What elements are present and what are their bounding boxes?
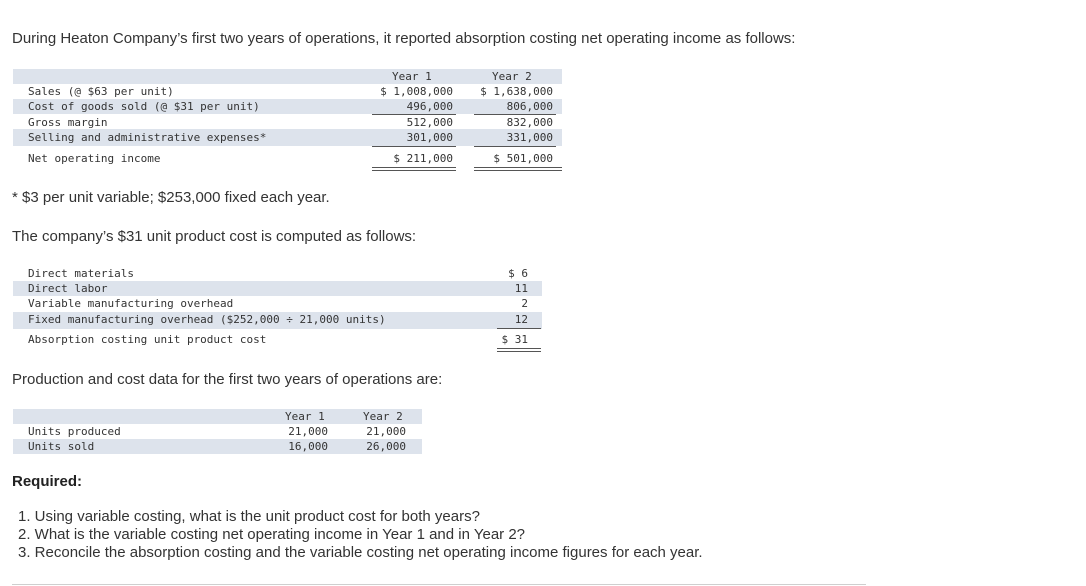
intro-text: During Heaton Company’s first two years of operations, it reported absorption costing net operating income as follows: (12, 30, 796, 47)
income-gm-year-1: 512,000 (406, 116, 453, 129)
income-subtotal-line (372, 146, 456, 147)
production-header-year-1: Year 1 (285, 410, 325, 423)
income-subtotal-line (474, 146, 556, 147)
income-sa-year-2: 331,000 (506, 131, 553, 144)
production-produced-year-2: 21,000 (366, 425, 406, 438)
income-label-selling-admin: Selling and administrative expenses* (28, 131, 267, 144)
income-noi-year-1: $ 211,000 (393, 152, 453, 165)
income-label-sales: Sales (@ $63 per unit) (28, 85, 174, 98)
bottom-divider (12, 584, 866, 585)
production-header-band (13, 409, 422, 424)
production-sold-year-2: 26,000 (366, 440, 406, 453)
cost-label-vmoh: Variable manufacturing overhead (28, 297, 234, 310)
production-produced-year-1: 21,000 (288, 425, 328, 438)
income-cogs-year-2: 806,000 (506, 100, 553, 113)
cost-value-vmoh: 2 (521, 297, 528, 310)
income-gm-year-2: 832,000 (506, 116, 553, 129)
income-cogs-year-1: 496,000 (406, 100, 453, 113)
footnote-text: * $3 per unit variable; $253,000 fixed each year. (12, 189, 330, 206)
cost-value-total: $ 31 (501, 333, 528, 346)
cost-subtotal-line (497, 328, 541, 329)
cost-label-dm: Direct materials (28, 267, 134, 280)
cost-total-double-line (497, 348, 541, 352)
income-label-noi: Net operating income (28, 152, 161, 165)
production-label-sold: Units sold (28, 440, 95, 453)
question-1: 1. Using variable costing, what is the unit product cost for both years? (18, 508, 480, 525)
income-sales-year-2: $ 1,638,000 (480, 85, 553, 98)
cost-value-dl: 11 (514, 282, 528, 295)
cost-value-fmoh: 12 (514, 313, 528, 326)
production-intro-text: Production and cost data for the first two years of operations are: (12, 371, 443, 388)
income-sales-year-1: $ 1,008,000 (380, 85, 453, 98)
income-label-gross-margin: Gross margin (28, 116, 108, 129)
cost-intro-text: The company’s $31 unit product cost is computed as follows: (12, 228, 417, 245)
production-label-produced: Units produced (28, 425, 121, 438)
question-3: 3. Reconcile the absorption costing and the variable costing net operating income figures for each year. (18, 544, 703, 561)
cost-value-dm: $ 6 (508, 267, 528, 280)
cost-label-dl: Direct labor (28, 282, 108, 295)
income-label-cogs: Cost of goods sold (@ $31 per unit) (28, 100, 260, 113)
production-header-year-2: Year 2 (363, 410, 403, 423)
income-noi-year-2: $ 501,000 (493, 152, 553, 165)
income-header-year-2: Year 2 (492, 70, 532, 83)
income-total-double-line (372, 167, 456, 171)
cost-label-fmoh: Fixed manufacturing overhead ($252,000 ÷ 21,000 units) (28, 313, 386, 326)
required-heading: Required: (12, 473, 83, 490)
production-sold-year-1: 16,000 (288, 440, 328, 453)
income-sa-year-1: 301,000 (406, 131, 453, 144)
income-header-year-1: Year 1 (392, 70, 432, 83)
income-total-double-line (474, 167, 562, 171)
question-2: 2. What is the variable costing net operating income in Year 1 and in Year 2? (18, 526, 526, 543)
income-header-band (13, 69, 562, 84)
cost-label-total: Absorption costing unit product cost (28, 333, 267, 346)
